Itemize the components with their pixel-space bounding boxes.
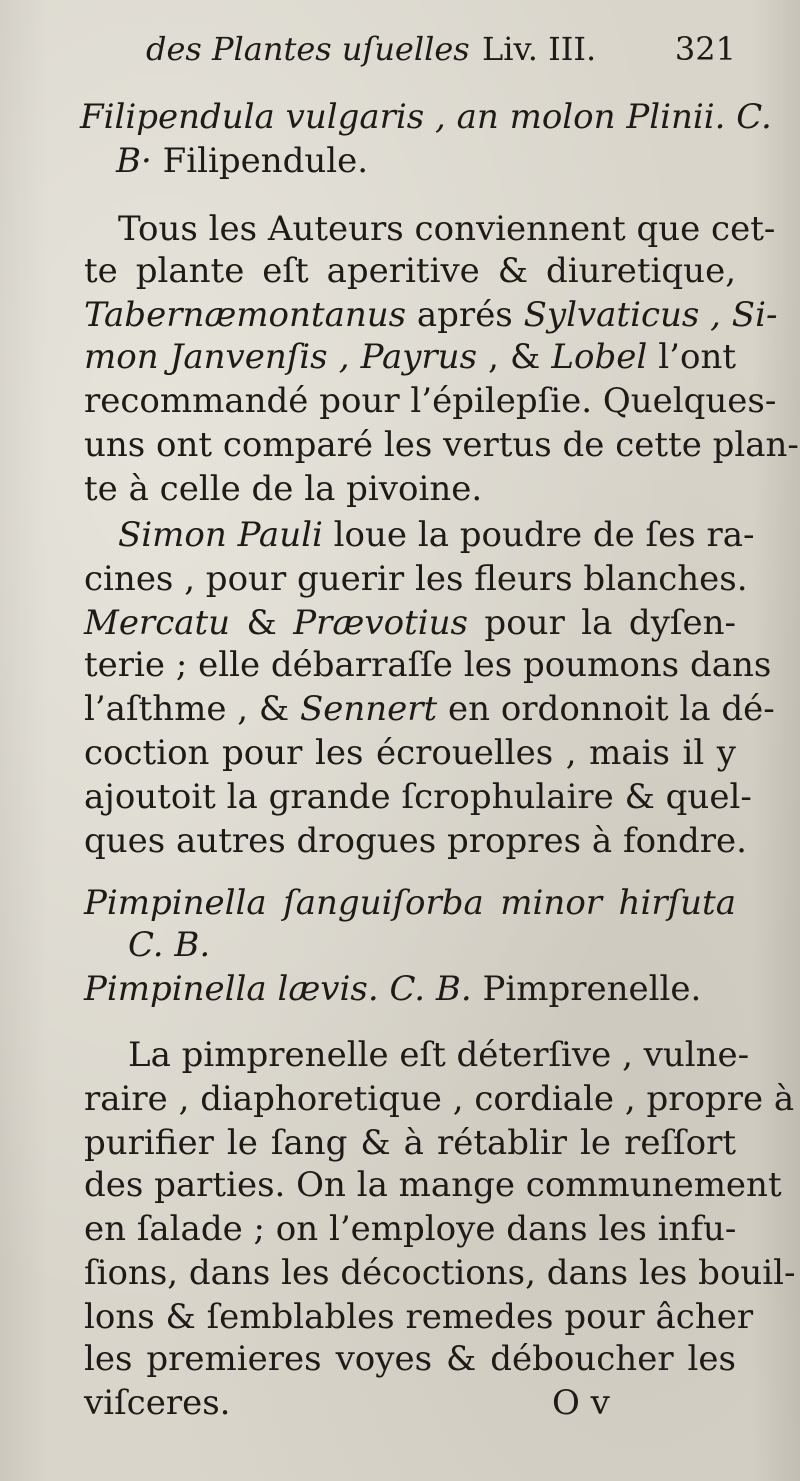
para3-line8: les premieres voyes & déboucher les: [84, 1339, 736, 1379]
author-simon-pauli: Simon Pauli: [118, 515, 323, 555]
para3-line4: des parties. On la mange communement: [84, 1165, 782, 1205]
author-praevotius: Prævotius: [293, 603, 468, 643]
para3-line1: La pimprenelle eſt déterſive , vulne-: [128, 1035, 750, 1075]
author-sennert: Sennert: [299, 689, 438, 729]
running-head-book: Liv. III.: [482, 30, 597, 68]
para1-line5: recommandé pour l’épilepſie. Quelques-: [84, 381, 777, 421]
text-segment: en ordonnoit la dé-: [437, 689, 775, 729]
text-segment: &: [230, 603, 294, 643]
running-head: [146, 30, 736, 74]
authors-janvensis-payrus: mon Janvenſis , Payrus: [84, 337, 478, 377]
para2-line5: [84, 688, 775, 730]
para3-line3: purifier le ſang & à rétablir le reſſort: [84, 1123, 736, 1163]
para1-line2: te plante eſt aperitive & diuretique,: [84, 251, 736, 291]
text-segment: loue la poudre de ſes ra-: [322, 515, 755, 555]
text-segment: , &: [477, 337, 552, 377]
entry2-line3: [84, 968, 736, 1010]
para2-line7: ajoutoit la grande ſcrophulaire & quel-: [84, 777, 752, 817]
french-name-filipendule: Filipendule.: [162, 141, 369, 181]
latin-name-continuation-cb: C. B.: [128, 925, 211, 965]
french-name-pimprenelle: Pimprenelle.: [471, 969, 702, 1009]
author-lobel: Lobel: [551, 337, 648, 377]
para2-line6: coction pour les écrouelles , mais il y: [84, 733, 736, 773]
para2-line2: cines , pour guerir les fleurs blanches.: [84, 559, 748, 599]
para2-line8: ques autres drogues propres à fondre.: [84, 821, 747, 861]
para3-line5: en ſalade ; on l’employe dans les infu-: [84, 1209, 737, 1249]
page-number: 321: [674, 30, 736, 68]
text-segment: l’ont: [647, 337, 737, 377]
para1-line6: uns ont comparé les vertus de cette plan-: [84, 425, 799, 465]
para3-line9: viſceres.: [84, 1383, 231, 1423]
latin-name-pimpinella-sanguisorba: Pimpinella ſanguiſorba minor hirſuta: [84, 883, 736, 923]
text-segment: l’aſthme , &: [84, 689, 300, 729]
latin-name-continuation: B·: [116, 141, 152, 181]
running-head-title: des Plantes uſuelles: [146, 30, 470, 68]
para1-line1: Tous les Auteurs conviennent que cet-: [118, 209, 776, 249]
para1-line3: [84, 294, 778, 336]
para1-line4: [84, 336, 736, 378]
entry1-second-line: [116, 140, 616, 182]
latin-name-pimpinella-laevis: Pimpinella lævis. C. B.: [84, 969, 472, 1009]
para3-line6: ſions, dans les décoctions, dans les bouil-: [84, 1253, 796, 1293]
author-sylvaticus: Sylvaticus , Si-: [523, 295, 778, 335]
signature-mark: O v: [552, 1383, 610, 1423]
para2-line4: terie ; elle débarraſſe les poumons dans: [84, 645, 772, 685]
para3-line2: raire , diaphoretique , cordiale , propre à: [84, 1079, 795, 1119]
text-segment: pour la dyſen-: [467, 603, 736, 643]
author-mercatu: Mercatu: [84, 603, 231, 643]
text-segment: aprés: [406, 295, 524, 335]
para1-line7: te à celle de la pivoine.: [84, 469, 483, 509]
para2-line3: [84, 602, 736, 644]
para2-line1: [118, 514, 755, 556]
author-tabernaemontanus: Tabernæmontanus: [84, 295, 407, 335]
para3-line7: lons & ſemblables remedes pour âcher: [84, 1297, 754, 1337]
latin-name-filipendula: Filipendula vulgaris , an molon Plinii. C.: [80, 97, 772, 137]
